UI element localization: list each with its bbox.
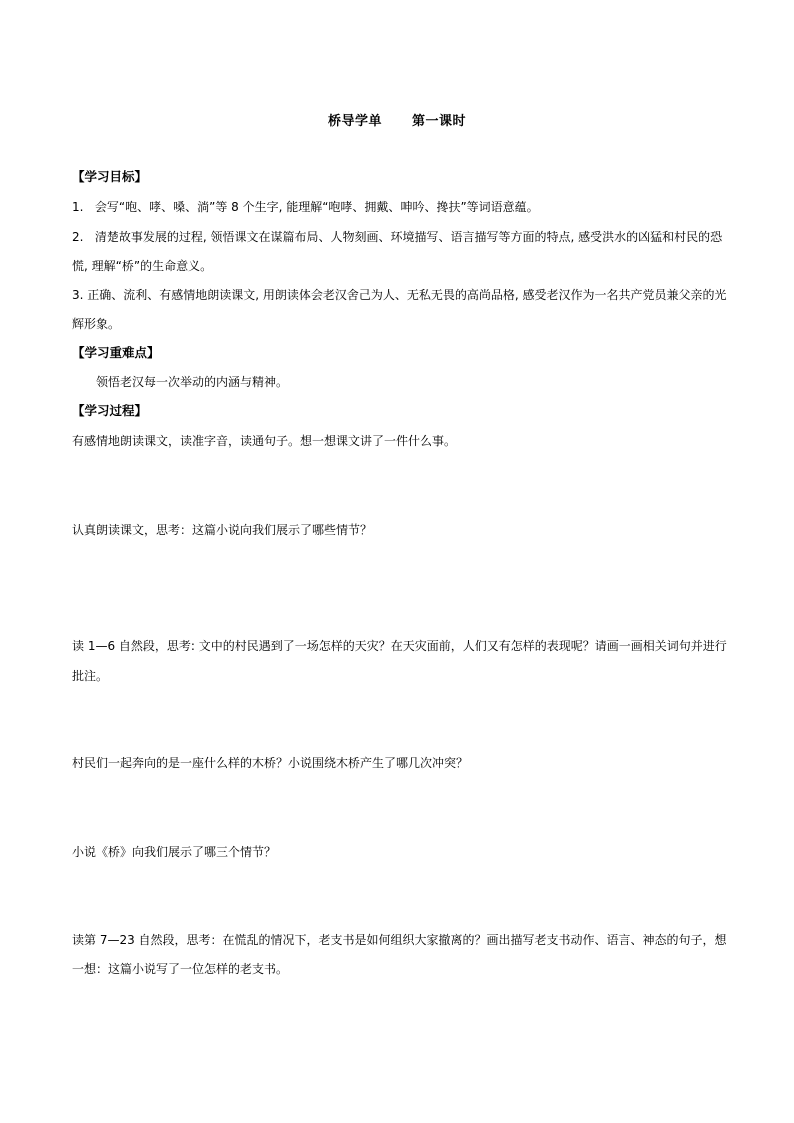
question-3-line-2: 批注。 bbox=[72, 669, 109, 683]
objective-item-1: 1. 会写“咆、哮、嗓、淌”等 8 个生字, 能理解“咆哮、拥戴、呻吟、搀扶”等词语意蕴。 bbox=[72, 200, 539, 214]
objectives-heading: 【学习目标】 bbox=[72, 169, 148, 184]
question-6-line-2: 一想：这篇小说写了一位怎样的老支书。 bbox=[72, 962, 289, 976]
question-2: 认真朗读课文，思考：这篇小说向我们展示了哪些情节？ bbox=[72, 523, 373, 537]
question-4: 村民们一起奔向的是一座什么样的木桥？小说围绕木桥产生了哪几次冲突？ bbox=[72, 756, 469, 770]
page-title bbox=[0, 110, 794, 129]
objective-item-3-line-2: 辉形象。 bbox=[72, 317, 121, 331]
title-period: 第一课时 bbox=[412, 114, 467, 129]
title-lesson: 桥导学单 bbox=[327, 114, 382, 129]
question-1: 有感情地朗读课文，读准字音，读通句子。想一想课文讲了一件什么事。 bbox=[72, 434, 457, 448]
objective-item-2-line-1: 2. 清楚故事发展的过程, 领悟课文在谋篇布局、人物刻画、环境描写、语言描写等方面的特点, 感受洪水的凶猛和村民的恐 bbox=[72, 230, 723, 244]
focus-text: 领悟老汉每一次举动的内涵与精神。 bbox=[96, 375, 289, 389]
objective-item-2-line-2: 慌, 理解“桥”的生命意义。 bbox=[72, 259, 213, 273]
process-heading: 【学习过程】 bbox=[72, 403, 148, 418]
question-3-line-1: 读 1—6 自然段，思考: 文中的村民遇到了一场怎样的天灾？在天灾面前，人们又有怎样的表现呢？请画一画相关词句并进行 bbox=[72, 639, 727, 653]
question-5: 小说《桥》向我们展示了哪三个情节？ bbox=[72, 845, 277, 859]
question-6-line-1: 读第 7—23 自然段，思考：在慌乱的情况下，老支书是如何组织大家撤离的？画出描写老支书动作、语言、神态的句子，想 bbox=[72, 933, 727, 947]
focus-heading: 【学习重难点】 bbox=[72, 345, 160, 360]
objective-item-3-line-1: 3. 正确、流利、有感情地朗读课文, 用朗读体会老汉舍己为人、无私无畏的高尚品格, 感受老汉作为一名共产党员兼父亲的光 bbox=[72, 288, 727, 302]
